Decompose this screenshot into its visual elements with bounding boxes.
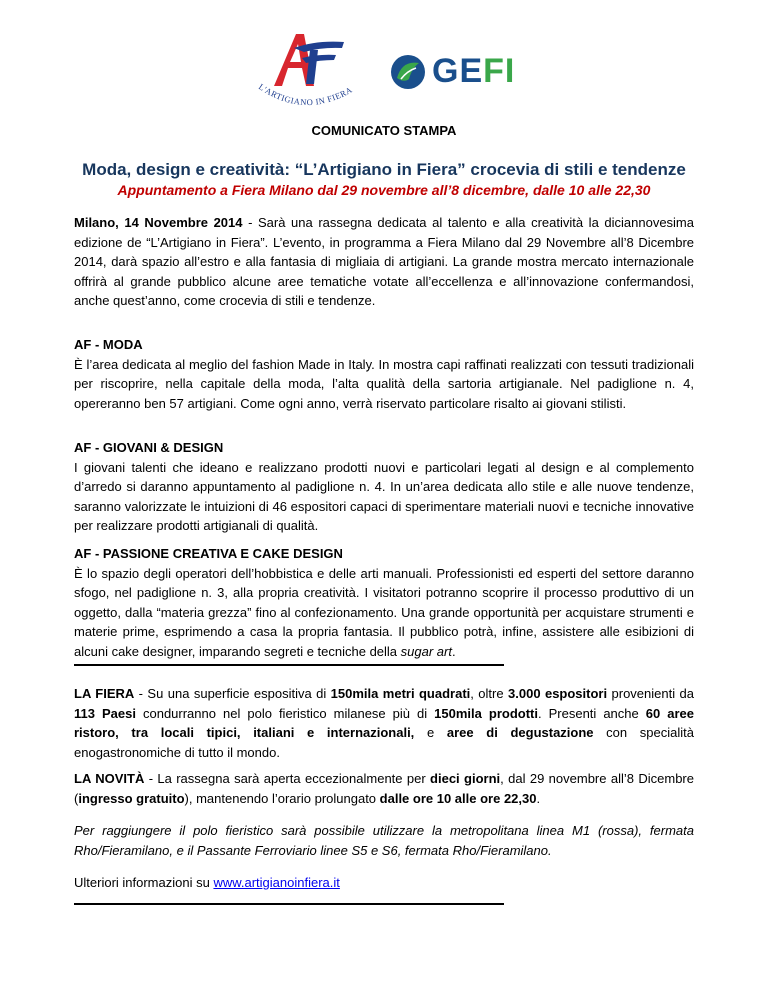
section-text: I giovani talenti che ideano e realizzano prodotti nuovi e particolari legati al design e al complemento d’arredo si daranno appuntamento al padiglione n. 4. In un’area dedicata allo stile e alle nuove tendenze, saranno valorizzate le intuizioni di 46 espositori capaci di sperimentare materiali nuovi e tecniche innovative per realizzare prodotti artigianali di qualità.	[74, 459, 694, 533]
af-logo-text: L'ARTIGIANO IN FIERA	[256, 81, 355, 108]
novita-bold: dieci giorni	[430, 771, 501, 786]
fiera-bold: 60 aree ristoro, tra locali tipici, italiani e internazionali,	[74, 705, 694, 740]
artigiano-in-fiera-logo	[244, 28, 369, 116]
novita-paragraph	[74, 769, 694, 808]
section-heading: AF - MODA	[74, 337, 143, 352]
transport-text: Per raggiungere il polo fieristico sarà possibile utilizzare la metropolitana linea M1 (rossa), fermata Rho/Fieramilano, e il Passante Ferroviario linee S5 e S6, fermata Rho/Fieramilano.	[74, 823, 694, 858]
novita-bold: dalle ore 10 alle ore 22,30	[379, 790, 537, 806]
divider	[74, 664, 504, 666]
fiera-text: , oltre	[470, 686, 509, 701]
novita-text: , dal 29 novembre all’8 Dicembre (	[74, 771, 694, 806]
section-text: È lo spazio degli operatori dell’hobbistica e delle arti manuali. Professionisti ed esperti del settore daranno sfogo, nel padiglione n. 3, alla propria creatività. I visitatori potranno scoprire il processo produttivo di un oggetto, dalla “materia grezza” fino al confezionamento. Una grande opportunità per acquistare strumenti e materie prime, esprimendo a casa la propria fantasia. Il pubblico potrà, infine, assistere alle esibizioni di alcuni cake designer, imparando segreti e tecniche della	[74, 565, 694, 659]
fiera-lead: LA FIERA	[74, 686, 135, 701]
bottom-divider	[74, 903, 504, 905]
fiera-bold: 150mila prodotti	[434, 705, 538, 721]
section-text-italic: sugar art	[400, 643, 452, 659]
section-heading: AF - PASSIONE CREATIVA E CAKE DESIGN	[74, 546, 343, 561]
fiera-bold: aree di degustazione	[446, 725, 594, 740]
transport-paragraph	[74, 821, 694, 860]
document-subtitle: Appuntamento a Fiera Milano dal 29 novembre all’8 dicembre, dalle 10 alle 22,30	[117, 182, 651, 198]
section-giovani-design	[74, 438, 694, 536]
novita-text: .	[536, 790, 541, 806]
info-paragraph	[74, 873, 694, 893]
novita-text: ), mantenendo l’orario prolungato	[184, 790, 380, 806]
intro-dateline: Milano, 14 Novembre 2014	[74, 215, 243, 230]
section-text: È l’area dedicata al meglio del fashion Made in Italy. In mostra capi raffinati realizzati con tessuti tradizionali per riscoprire, nella capitale della moda, l’alta qualità della sartoria artigianale. Nel padiglione n. 4, opereranno ben 57 artigiani. Come ogni anno, verrà riservato particolare risalto ai giovani stilisti.	[74, 356, 694, 411]
fiera-bold: 113 Paesi	[74, 705, 136, 721]
info-text: Ulteriori informazioni su	[74, 875, 214, 890]
svg-text:L'ARTIGIANO IN FIERA	[257, 81, 354, 107]
gefi-text-fi: FI	[483, 52, 516, 90]
press-release-label: COMUNICATO STAMPA	[311, 123, 457, 138]
fiera-text: condurranno nel polo fieristico milanese più di	[135, 705, 435, 721]
document-title: Moda, design e creatività: “L’Artigiano in Fiera” crocevia di stili e tendenze	[82, 160, 686, 179]
novita-bold: ingresso gratuito	[78, 790, 185, 806]
novita-text: - La rassegna sarà aperta eccezionalmente per	[144, 771, 431, 786]
fiera-text: . Presenti anche	[537, 705, 646, 721]
fiera-bold: 3.000 espositori	[508, 686, 608, 701]
gefi-logo	[388, 50, 516, 94]
section-text-end: .	[451, 643, 456, 659]
fiera-text: e	[414, 725, 447, 740]
fiera-text: provenienti da	[607, 686, 694, 701]
gefi-text-ge: GE	[432, 52, 484, 90]
fiera-bold: 150mila metri quadrati	[330, 686, 471, 701]
website-link[interactable]: www.artigianoinfiera.it	[213, 875, 340, 890]
gefi-wordmark	[432, 52, 515, 90]
fiera-paragraph	[74, 684, 694, 762]
section-heading: AF - GIOVANI & DESIGN	[74, 440, 224, 455]
fiera-text: - Su una superficie espositiva di	[134, 686, 331, 701]
section-moda	[74, 335, 694, 413]
intro-text: - Sarà una rassegna dedicata al talento e alla creatività la diciannovesima edizione de “L’Artigiano in Fiera”. L’evento, in programma a Fiera Milano dal 29 Novembre all’8 Dicembre 2014, darà spazio all’estro e alla fantasia di migliaia di artigiani. La grande mostra mercato internazionale offrirà al grande pubblico alcune aree tematiche votate all’eccellenza e all’innovazione confermandosi, anche quest’anno, come crocevia di stili e tendenze.	[74, 215, 694, 308]
section-passione-creativa	[74, 544, 694, 661]
novita-lead: LA NOVITÀ	[74, 771, 145, 786]
af-logo-mark	[244, 28, 369, 116]
intro-paragraph	[74, 213, 694, 311]
gefi-globe-icon	[388, 52, 428, 92]
fiera-text: con specialità enogastronomiche di tutto il mondo.	[74, 725, 694, 760]
logo-bar	[0, 28, 768, 118]
